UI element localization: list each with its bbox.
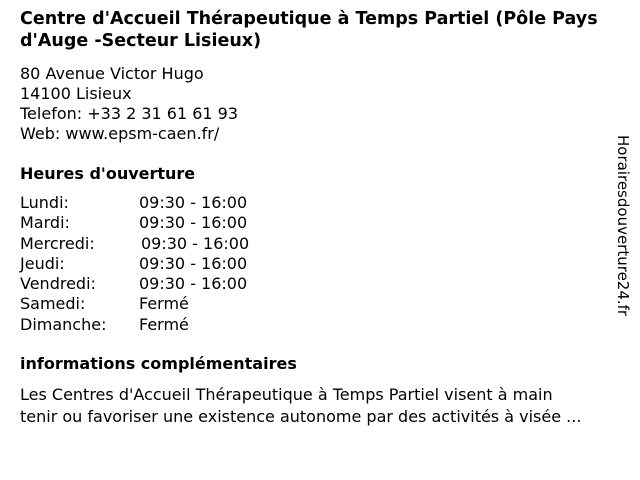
info-description	[20, 384, 640, 428]
address-street: 80 Avenue Victor Hugo	[20, 64, 204, 83]
time-value: 09:30 - 16:00	[139, 213, 248, 233]
day-label: Mardi:	[20, 213, 70, 233]
day-label: Samedi:	[20, 294, 86, 314]
day-label: Mercredi:	[20, 233, 95, 253]
website-link[interactable]: Web: www.epsm-caen.fr/	[20, 124, 220, 143]
day-label: Dimanche:	[20, 314, 107, 334]
time-value: 09:30 - 16:00	[141, 233, 250, 253]
time-value: Fermé	[139, 294, 189, 314]
info-line-1: Les Centres d'Accueil Thérapeutique à Temps Partiel visent à main	[20, 385, 553, 404]
address-city: 14100 Lisieux	[20, 84, 132, 103]
day-label: Lundi:	[20, 193, 69, 212]
time-value: 09:30 - 16:00	[139, 193, 248, 212]
time-value: 09:30 - 16:00	[139, 274, 248, 294]
site-watermark: Horairesdouverture24.fr	[614, 135, 632, 317]
place-title: Centre d'Accueil Thérapeutique à Temps Partiel (Pôle Pays d'Auge -Secteur Lisieux)	[20, 9, 598, 51]
info-heading: informations complémentaires	[20, 354, 297, 373]
day-label: Jeudi:	[20, 253, 65, 273]
time-value: 09:30 - 16:00	[139, 253, 248, 273]
phone-number[interactable]: Telefon: +33 2 31 61 61 93	[20, 104, 239, 123]
time-value: Fermé	[139, 314, 189, 334]
day-label: Vendredi:	[20, 274, 96, 294]
hours-heading: Heures d'ouverture	[20, 164, 196, 183]
address-block	[20, 64, 238, 144]
info-line-2: tenir ou favoriser une existence autonome par des activités à visée ...	[20, 407, 582, 426]
